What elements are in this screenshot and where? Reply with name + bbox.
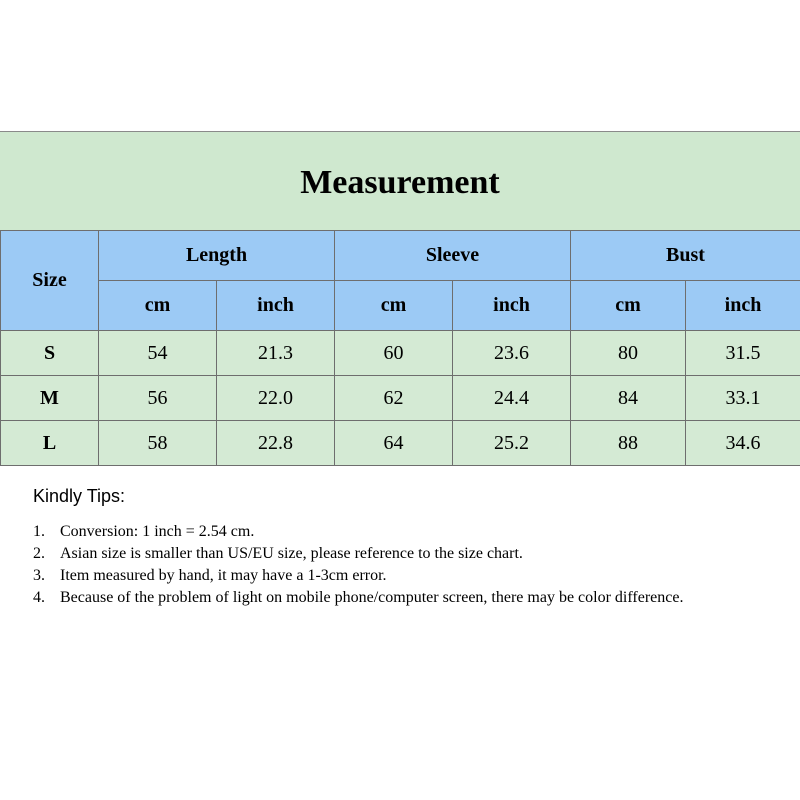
table-cell: 80 bbox=[571, 331, 686, 376]
tips-list bbox=[33, 521, 753, 609]
table-cell: 21.3 bbox=[217, 331, 335, 376]
table-cell: 22.8 bbox=[217, 421, 335, 466]
table-cell: 64 bbox=[335, 421, 453, 466]
page-title: Measurement bbox=[300, 164, 500, 201]
table-cell: 33.1 bbox=[686, 376, 800, 421]
list-item-text: Conversion: 1 inch = 2.54 cm. bbox=[60, 523, 255, 540]
size-label: M bbox=[1, 376, 99, 421]
measurement-title-banner bbox=[0, 131, 800, 230]
size-label: L bbox=[1, 421, 99, 466]
sleeve-group-header: Sleeve bbox=[335, 231, 571, 281]
list-item-text: Asian size is smaller than US/EU size, please reference to the size chart. bbox=[60, 545, 523, 562]
unit-header: cm bbox=[571, 281, 686, 331]
table-cell: 88 bbox=[571, 421, 686, 466]
length-group-header: Length bbox=[99, 231, 335, 281]
list-item bbox=[33, 521, 753, 543]
table-cell: 24.4 bbox=[453, 376, 571, 421]
table-cell: 31.5 bbox=[686, 331, 800, 376]
table-cell: 22.0 bbox=[217, 376, 335, 421]
unit-header: cm bbox=[335, 281, 453, 331]
table-cell: 25.2 bbox=[453, 421, 571, 466]
tips-heading: Kindly Tips: bbox=[33, 486, 126, 506]
list-item bbox=[33, 565, 753, 587]
table-row bbox=[1, 331, 800, 376]
table-cell: 54 bbox=[99, 331, 217, 376]
size-column-header: Size bbox=[1, 231, 99, 331]
list-item-number: 1. bbox=[33, 523, 45, 540]
unit-header: inch bbox=[453, 281, 571, 331]
table-row bbox=[1, 376, 800, 421]
kindly-tips-section bbox=[33, 486, 753, 609]
table-cell: 58 bbox=[99, 421, 217, 466]
table-header-row-units bbox=[1, 281, 800, 331]
table-cell: 60 bbox=[335, 331, 453, 376]
table-row bbox=[1, 421, 800, 466]
list-item-text: Item measured by hand, it may have a 1-3cm error. bbox=[60, 567, 387, 584]
list-item-number: 4. bbox=[33, 589, 45, 606]
list-item-text: Because of the problem of light on mobile phone/computer screen, there may be color difference. bbox=[60, 589, 684, 606]
list-item bbox=[33, 543, 753, 565]
size-chart-table bbox=[0, 230, 800, 466]
size-label: S bbox=[1, 331, 99, 376]
list-item-number: 2. bbox=[33, 545, 45, 562]
unit-header: cm bbox=[99, 281, 217, 331]
table-cell: 84 bbox=[571, 376, 686, 421]
bust-group-header: Bust bbox=[571, 231, 800, 281]
table-cell: 23.6 bbox=[453, 331, 571, 376]
list-item-number: 3. bbox=[33, 567, 45, 584]
table-cell: 34.6 bbox=[686, 421, 800, 466]
table-cell: 62 bbox=[335, 376, 453, 421]
unit-header: inch bbox=[217, 281, 335, 331]
list-item bbox=[33, 587, 753, 609]
table-header-row-groups bbox=[1, 231, 800, 281]
table-cell: 56 bbox=[99, 376, 217, 421]
unit-header: inch bbox=[686, 281, 800, 331]
